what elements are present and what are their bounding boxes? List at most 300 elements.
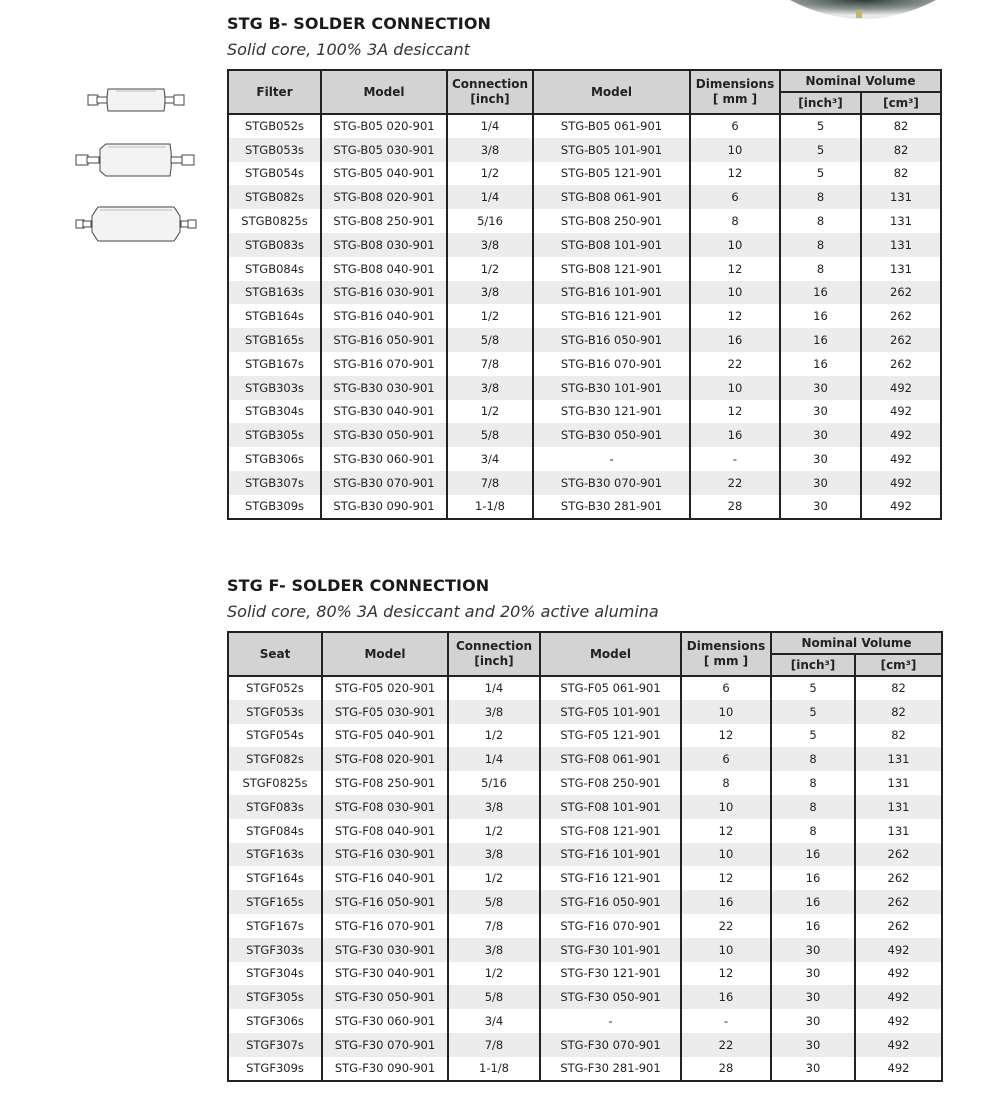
- table-row: [228, 747, 942, 771]
- cell-model: STG-B05 040-901: [321, 162, 447, 186]
- cell-filter: STGB083s: [228, 233, 321, 257]
- cell-model: STG-F30 060-901: [322, 1009, 448, 1033]
- table-row: [228, 471, 941, 495]
- cell-volume-cm3: 262: [861, 328, 941, 352]
- cell-connection: 1/2: [447, 304, 533, 328]
- cell-dimensions: 16: [681, 985, 771, 1009]
- cell-volume-inch3: 30: [780, 400, 861, 424]
- cell-volume-inch3: 8: [780, 209, 861, 233]
- table-row: [228, 400, 941, 424]
- cell-model-2: STG-F16 050-901: [540, 890, 681, 914]
- header-cm3: [cm³]: [861, 92, 941, 114]
- table-row: [228, 447, 941, 471]
- cell-connection: 1/2: [447, 162, 533, 186]
- table-row: [228, 914, 942, 938]
- cell-model-2: STG-F16 070-901: [540, 914, 681, 938]
- cell-volume-cm3: 492: [861, 423, 941, 447]
- cell-volume-cm3: 82: [861, 162, 941, 186]
- cell-connection: 1/4: [447, 114, 533, 138]
- cell-volume-cm3: 262: [861, 352, 941, 376]
- table-row: [228, 890, 942, 914]
- cell-connection: 1/2: [448, 819, 540, 843]
- cell-dimensions: 12: [681, 866, 771, 890]
- cell-connection: 7/8: [447, 471, 533, 495]
- cell-filter: STGB052s: [228, 114, 321, 138]
- table-row: [228, 138, 941, 162]
- cell-dimensions: 12: [681, 962, 771, 986]
- cell-seat: STGF303s: [228, 938, 322, 962]
- table-row: [228, 866, 942, 890]
- table-row: [228, 843, 942, 867]
- cell-volume-inch3: 8: [771, 747, 855, 771]
- cell-model-2: STG-B08 061-901: [533, 185, 690, 209]
- filter-drier-medium-icon: [74, 140, 198, 180]
- cell-connection: 3/8: [448, 700, 540, 724]
- cell-filter: STGB163s: [228, 281, 321, 305]
- cell-model-2: STG-F08 101-901: [540, 795, 681, 819]
- cell-volume-inch3: 8: [771, 771, 855, 795]
- filter-drier-small-icon: [86, 84, 186, 116]
- cell-model-2: STG-F30 101-901: [540, 938, 681, 962]
- cell-dimensions: 12: [681, 819, 771, 843]
- cell-dimensions: 10: [681, 938, 771, 962]
- cell-connection: 1/2: [448, 866, 540, 890]
- table-row: [228, 962, 942, 986]
- cell-connection: 3/8: [447, 281, 533, 305]
- table-row: [228, 985, 942, 1009]
- header-model: Model: [321, 70, 447, 114]
- cell-model-2: STG-F30 050-901: [540, 985, 681, 1009]
- cell-model: STG-F30 040-901: [322, 962, 448, 986]
- cell-volume-inch3: 8: [771, 795, 855, 819]
- cell-volume-inch3: 30: [780, 423, 861, 447]
- cell-filter: STGB304s: [228, 400, 321, 424]
- cell-filter: STGB084s: [228, 257, 321, 281]
- cell-volume-cm3: 131: [861, 209, 941, 233]
- cell-connection: 1-1/8: [448, 1057, 540, 1081]
- cell-model: STG-F08 030-901: [322, 795, 448, 819]
- cell-volume-cm3: 262: [855, 890, 942, 914]
- table-row: [228, 304, 941, 328]
- cell-volume-cm3: 492: [855, 1033, 942, 1057]
- cell-model: STG-F30 070-901: [322, 1033, 448, 1057]
- cell-model: STG-F16 040-901: [322, 866, 448, 890]
- cell-volume-inch3: 5: [780, 114, 861, 138]
- cell-filter: STGB054s: [228, 162, 321, 186]
- cell-dimensions: 16: [681, 890, 771, 914]
- cell-model-2: STG-B16 121-901: [533, 304, 690, 328]
- cell-seat: STGF165s: [228, 890, 322, 914]
- cell-dimensions: 22: [681, 1033, 771, 1057]
- cell-model-2: STG-F08 121-901: [540, 819, 681, 843]
- cell-dimensions: 16: [690, 423, 780, 447]
- cell-model: STG-F05 020-901: [322, 676, 448, 700]
- table-row: [228, 700, 942, 724]
- cell-model: STG-B30 050-901: [321, 423, 447, 447]
- cell-dimensions: 12: [690, 400, 780, 424]
- cell-model: STG-B05 030-901: [321, 138, 447, 162]
- table-row: [228, 352, 941, 376]
- cell-dimensions: 8: [690, 209, 780, 233]
- spec-table-f: [227, 631, 943, 1082]
- cell-model-2: STG-F16 121-901: [540, 866, 681, 890]
- cell-dimensions: 22: [690, 471, 780, 495]
- cell-volume-cm3: 131: [861, 233, 941, 257]
- cell-connection: 3/8: [448, 843, 540, 867]
- cell-model-2: STG-F05 061-901: [540, 676, 681, 700]
- cell-dimensions: 16: [690, 328, 780, 352]
- table-row: [228, 795, 942, 819]
- table-row: [228, 209, 941, 233]
- cell-seat: STGF053s: [228, 700, 322, 724]
- header-model-2: Model: [533, 70, 690, 114]
- cell-dimensions: 8: [681, 771, 771, 795]
- cell-model: STG-B08 030-901: [321, 233, 447, 257]
- cell-volume-cm3: 82: [861, 114, 941, 138]
- filter-drier-large-icon: [74, 204, 198, 244]
- cell-volume-cm3: 492: [861, 400, 941, 424]
- cell-model: STG-F08 020-901: [322, 747, 448, 771]
- cell-model-2: STG-B16 101-901: [533, 281, 690, 305]
- cell-connection: 3/8: [447, 233, 533, 257]
- section-subtitle: Solid core, 100% 3A desiccant: [227, 40, 470, 59]
- cell-connection: 5/8: [448, 985, 540, 1009]
- cell-model-2: STG-F30 281-901: [540, 1057, 681, 1081]
- cell-connection: 7/8: [447, 352, 533, 376]
- cell-filter: STGB164s: [228, 304, 321, 328]
- cell-seat: STGF084s: [228, 819, 322, 843]
- table-row: [228, 495, 941, 519]
- cell-volume-cm3: 262: [855, 866, 942, 890]
- cell-dimensions: 28: [690, 495, 780, 519]
- cell-model-2: STG-F08 250-901: [540, 771, 681, 795]
- cell-connection: 1/4: [448, 747, 540, 771]
- cell-volume-inch3: 16: [771, 843, 855, 867]
- cell-volume-cm3: 131: [855, 819, 942, 843]
- cell-dimensions: 10: [681, 795, 771, 819]
- header-cm3: [cm³]: [855, 654, 942, 676]
- cell-model-2: STG-F30 121-901: [540, 962, 681, 986]
- cell-dimensions: 6: [681, 747, 771, 771]
- table-row: [228, 423, 941, 447]
- cell-model: STG-B08 020-901: [321, 185, 447, 209]
- cell-model-2: STG-B08 121-901: [533, 257, 690, 281]
- cell-seat: STGF307s: [228, 1033, 322, 1057]
- cell-seat: STGF306s: [228, 1009, 322, 1033]
- cell-volume-inch3: 30: [780, 376, 861, 400]
- cell-model-2: STG-B05 101-901: [533, 138, 690, 162]
- cell-connection: 1/4: [448, 676, 540, 700]
- cell-volume-cm3: 131: [855, 795, 942, 819]
- header-model-2: Model: [540, 632, 681, 676]
- header-seat: Seat: [228, 632, 322, 676]
- cell-volume-cm3: 492: [855, 1057, 942, 1081]
- header-nominal-volume: Nominal Volume: [771, 632, 942, 654]
- cell-connection: 1/4: [447, 185, 533, 209]
- cell-seat: STGF052s: [228, 676, 322, 700]
- cell-volume-inch3: 8: [771, 819, 855, 843]
- cell-model-2: STG-B30 121-901: [533, 400, 690, 424]
- cell-dimensions: 10: [690, 233, 780, 257]
- cell-dimensions: 6: [690, 185, 780, 209]
- cell-volume-inch3: 30: [780, 495, 861, 519]
- cell-seat: STGF054s: [228, 724, 322, 748]
- cell-model-2: STG-F16 101-901: [540, 843, 681, 867]
- cell-filter: STGB0825s: [228, 209, 321, 233]
- cell-dimensions: 10: [690, 376, 780, 400]
- cell-volume-inch3: 16: [780, 281, 861, 305]
- cell-dimensions: 12: [690, 257, 780, 281]
- cell-model-2: STG-B16 050-901: [533, 328, 690, 352]
- cell-filter: STGB082s: [228, 185, 321, 209]
- cell-volume-cm3: 262: [861, 304, 941, 328]
- cell-dimensions: 22: [690, 352, 780, 376]
- cell-model: STG-F08 040-901: [322, 819, 448, 843]
- cell-dimensions: -: [681, 1009, 771, 1033]
- cell-model-2: STG-B30 101-901: [533, 376, 690, 400]
- section-title: STG F- SOLDER CONNECTION: [227, 576, 490, 595]
- cell-model-2: STG-F05 101-901: [540, 700, 681, 724]
- cell-volume-cm3: 492: [861, 495, 941, 519]
- cell-volume-inch3: 16: [771, 866, 855, 890]
- cell-volume-inch3: 30: [780, 471, 861, 495]
- cell-model: STG-B05 020-901: [321, 114, 447, 138]
- cell-connection: 7/8: [448, 914, 540, 938]
- cell-volume-inch3: 8: [780, 257, 861, 281]
- cell-volume-cm3: 492: [855, 962, 942, 986]
- cell-filter: STGB053s: [228, 138, 321, 162]
- header-connection: Connection [inch]: [448, 632, 540, 676]
- cell-connection: 5/8: [448, 890, 540, 914]
- cell-model: STG-B08 040-901: [321, 257, 447, 281]
- cell-volume-cm3: 131: [861, 185, 941, 209]
- cell-model-2: STG-F05 121-901: [540, 724, 681, 748]
- cell-volume-cm3: 131: [855, 747, 942, 771]
- cell-connection: 1/2: [448, 724, 540, 748]
- cell-connection: 5/16: [447, 209, 533, 233]
- cell-seat: STGF082s: [228, 747, 322, 771]
- cell-volume-inch3: 16: [771, 890, 855, 914]
- cell-model-2: STG-B05 121-901: [533, 162, 690, 186]
- cell-model: STG-F05 030-901: [322, 700, 448, 724]
- cell-filter: STGB167s: [228, 352, 321, 376]
- cell-seat: STGF305s: [228, 985, 322, 1009]
- header-connection: Connection [inch]: [447, 70, 533, 114]
- header-model: Model: [322, 632, 448, 676]
- cell-volume-cm3: 82: [855, 700, 942, 724]
- cell-seat: STGF163s: [228, 843, 322, 867]
- cell-volume-cm3: 262: [861, 281, 941, 305]
- cell-model-2: STG-B08 101-901: [533, 233, 690, 257]
- cell-seat: STGF0825s: [228, 771, 322, 795]
- cell-dimensions: 10: [681, 700, 771, 724]
- cell-model: STG-B30 060-901: [321, 447, 447, 471]
- cell-connection: 1-1/8: [447, 495, 533, 519]
- cell-connection: 1/2: [447, 400, 533, 424]
- cell-model-2: -: [533, 447, 690, 471]
- cell-seat: STGF164s: [228, 866, 322, 890]
- cell-filter: STGB309s: [228, 495, 321, 519]
- cell-volume-cm3: 492: [855, 938, 942, 962]
- cell-model: STG-B16 040-901: [321, 304, 447, 328]
- cell-model-2: -: [540, 1009, 681, 1033]
- cell-volume-inch3: 5: [771, 700, 855, 724]
- cell-connection: 3/4: [448, 1009, 540, 1033]
- cell-connection: 3/8: [447, 376, 533, 400]
- cell-dimensions: -: [690, 447, 780, 471]
- cell-volume-cm3: 492: [855, 1009, 942, 1033]
- table-row: [228, 819, 942, 843]
- cell-dimensions: 28: [681, 1057, 771, 1081]
- section-subtitle: Solid core, 80% 3A desiccant and 20% active alumina: [227, 602, 659, 621]
- table-row: [228, 724, 942, 748]
- cell-volume-inch3: 30: [771, 985, 855, 1009]
- table-row: [228, 676, 942, 700]
- cell-volume-inch3: 30: [771, 1033, 855, 1057]
- cell-dimensions: 6: [690, 114, 780, 138]
- cell-model-2: STG-B30 070-901: [533, 471, 690, 495]
- cell-model-2: STG-B16 070-901: [533, 352, 690, 376]
- cell-dimensions: 10: [681, 843, 771, 867]
- cell-volume-cm3: 131: [855, 771, 942, 795]
- cell-dimensions: 12: [690, 304, 780, 328]
- table-row: [228, 233, 941, 257]
- cell-filter: STGB305s: [228, 423, 321, 447]
- cell-filter: STGB165s: [228, 328, 321, 352]
- cell-connection: 1/2: [447, 257, 533, 281]
- cell-volume-inch3: 16: [780, 328, 861, 352]
- cell-dimensions: 12: [690, 162, 780, 186]
- header-inch3: [inch³]: [771, 654, 855, 676]
- table-row: [228, 771, 942, 795]
- table-row: [228, 281, 941, 305]
- cell-model: STG-B30 030-901: [321, 376, 447, 400]
- cell-connection: 3/8: [447, 138, 533, 162]
- cell-volume-cm3: 262: [855, 914, 942, 938]
- table-row: [228, 376, 941, 400]
- cell-volume-cm3: 492: [861, 471, 941, 495]
- cell-model: STG-B16 050-901: [321, 328, 447, 352]
- cell-volume-cm3: 82: [855, 676, 942, 700]
- cell-connection: 3/4: [447, 447, 533, 471]
- cell-dimensions: 10: [690, 281, 780, 305]
- cell-connection: 5/8: [447, 423, 533, 447]
- table-row: [228, 1033, 942, 1057]
- cell-volume-inch3: 8: [780, 233, 861, 257]
- header-dimensions: Dimensions [ mm ]: [690, 70, 780, 114]
- cell-volume-cm3: 82: [855, 724, 942, 748]
- cell-model: STG-B30 070-901: [321, 471, 447, 495]
- cell-volume-cm3: 262: [855, 843, 942, 867]
- section-stg-b: [227, 14, 942, 524]
- cell-volume-cm3: 492: [861, 447, 941, 471]
- spec-table-b: [227, 69, 942, 520]
- table-row: [228, 114, 941, 138]
- cell-volume-inch3: 30: [771, 1057, 855, 1081]
- table-row: [228, 328, 941, 352]
- cell-volume-cm3: 492: [861, 376, 941, 400]
- section-stg-f: [227, 576, 942, 1088]
- cell-model: STG-B16 070-901: [321, 352, 447, 376]
- cell-model: STG-F08 250-901: [322, 771, 448, 795]
- cell-volume-inch3: 16: [780, 352, 861, 376]
- section-title: STG B- SOLDER CONNECTION: [227, 14, 492, 33]
- cell-volume-inch3: 30: [771, 938, 855, 962]
- cell-volume-inch3: 8: [780, 185, 861, 209]
- cell-dimensions: 12: [681, 724, 771, 748]
- cell-volume-cm3: 82: [861, 138, 941, 162]
- cell-seat: STGF304s: [228, 962, 322, 986]
- table-row: [228, 938, 942, 962]
- cell-model: STG-B16 030-901: [321, 281, 447, 305]
- cell-model: STG-F16 030-901: [322, 843, 448, 867]
- table-body: [228, 114, 941, 519]
- cell-model: STG-F30 030-901: [322, 938, 448, 962]
- cell-volume-inch3: 5: [780, 138, 861, 162]
- cell-filter: STGB303s: [228, 376, 321, 400]
- cell-model: STG-B30 040-901: [321, 400, 447, 424]
- cell-model: STG-F16 070-901: [322, 914, 448, 938]
- cell-model-2: STG-B05 061-901: [533, 114, 690, 138]
- cell-seat: STGF309s: [228, 1057, 322, 1081]
- cell-filter: STGB307s: [228, 471, 321, 495]
- header-filter: Filter: [228, 70, 321, 114]
- cell-volume-inch3: 16: [771, 914, 855, 938]
- cell-model: STG-F30 090-901: [322, 1057, 448, 1081]
- header-inch3: [inch³]: [780, 92, 861, 114]
- cell-connection: 5/16: [448, 771, 540, 795]
- table-row: [228, 1009, 942, 1033]
- cell-dimensions: 10: [690, 138, 780, 162]
- table-body: [228, 676, 942, 1081]
- cell-volume-cm3: 492: [855, 985, 942, 1009]
- cell-filter: STGB306s: [228, 447, 321, 471]
- table-row: [228, 162, 941, 186]
- cell-model: STG-F16 050-901: [322, 890, 448, 914]
- cell-volume-cm3: 131: [861, 257, 941, 281]
- cell-connection: 5/8: [447, 328, 533, 352]
- cell-model: STG-B08 250-901: [321, 209, 447, 233]
- cell-model-2: STG-B30 050-901: [533, 423, 690, 447]
- table-row: [228, 257, 941, 281]
- cell-volume-inch3: 30: [771, 962, 855, 986]
- cell-volume-inch3: 5: [771, 676, 855, 700]
- cell-model-2: STG-F30 070-901: [540, 1033, 681, 1057]
- cell-connection: 3/8: [448, 938, 540, 962]
- cell-model: STG-F30 050-901: [322, 985, 448, 1009]
- cell-seat: STGF167s: [228, 914, 322, 938]
- header-nominal-volume: Nominal Volume: [780, 70, 941, 92]
- cell-volume-inch3: 30: [771, 1009, 855, 1033]
- table-row: [228, 185, 941, 209]
- cell-volume-inch3: 30: [780, 447, 861, 471]
- cell-connection: 7/8: [448, 1033, 540, 1057]
- cell-volume-inch3: 5: [771, 724, 855, 748]
- cell-dimensions: 6: [681, 676, 771, 700]
- cell-model-2: STG-F08 061-901: [540, 747, 681, 771]
- cell-connection: 3/8: [448, 795, 540, 819]
- header-dimensions: Dimensions [ mm ]: [681, 632, 771, 676]
- cell-volume-inch3: 5: [780, 162, 861, 186]
- cell-volume-inch3: 16: [780, 304, 861, 328]
- table-row: [228, 1057, 942, 1081]
- cell-connection: 1/2: [448, 962, 540, 986]
- cell-model: STG-B30 090-901: [321, 495, 447, 519]
- cell-model-2: STG-B08 250-901: [533, 209, 690, 233]
- cell-model: STG-F05 040-901: [322, 724, 448, 748]
- cell-model-2: STG-B30 281-901: [533, 495, 690, 519]
- cell-dimensions: 22: [681, 914, 771, 938]
